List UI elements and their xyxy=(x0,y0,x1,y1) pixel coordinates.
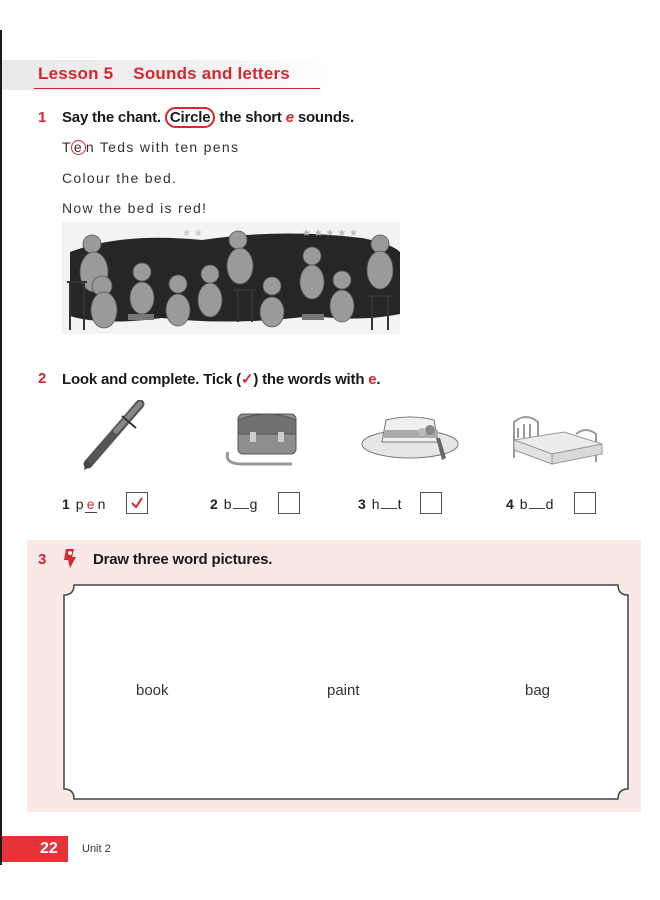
letter: p xyxy=(75,496,84,512)
letter: h xyxy=(371,496,380,512)
exercise-2-instruction xyxy=(62,370,380,388)
draw-word-book: book xyxy=(136,682,169,699)
answer-blank[interactable]: e xyxy=(85,496,97,513)
tick-box-4[interactable] xyxy=(574,492,596,514)
checkmark-icon xyxy=(129,495,145,511)
page-number: 22 xyxy=(40,840,58,857)
instruction-text: the short xyxy=(219,109,282,126)
item-number: 1 xyxy=(62,496,70,512)
lesson-underline xyxy=(34,88,320,89)
svg-text:★ ★ ★ ★ ★: ★ ★ ★ ★ ★ xyxy=(302,228,358,239)
chant-text: n Teds with ten pens xyxy=(85,139,240,155)
chant-line-1 xyxy=(62,139,239,155)
exercise-2-number: 2 xyxy=(38,370,47,387)
instruction-text: ) the words with xyxy=(253,371,365,388)
word-item-3 xyxy=(358,496,401,512)
answer-blank[interactable] xyxy=(529,508,545,509)
item-number: 2 xyxy=(210,496,218,512)
chant-line-2: Colour the bed. xyxy=(62,170,178,186)
instruction-letter: e xyxy=(368,371,377,388)
hat-icon xyxy=(360,412,464,464)
instruction-text: Look and complete. Tick ( xyxy=(62,371,241,388)
pencil-character-icon xyxy=(62,547,80,569)
exercise-3-instruction: Draw three word pictures. xyxy=(93,551,273,568)
page-edge xyxy=(0,30,2,865)
instruction-text: sounds. xyxy=(297,109,354,126)
draw-word-bag: bag xyxy=(525,682,551,699)
item-number: 4 xyxy=(506,496,514,512)
lesson-title xyxy=(38,64,290,84)
letter: g xyxy=(249,496,258,512)
svg-text:★ ★: ★ ★ xyxy=(182,228,203,239)
exercise-1-instruction xyxy=(62,109,354,126)
chant-text: T xyxy=(62,139,72,155)
circled-letter[interactable]: e xyxy=(71,140,86,155)
answer-blank[interactable] xyxy=(381,508,397,509)
letter: b xyxy=(519,496,528,512)
item-number: 3 xyxy=(358,496,366,512)
unit-label: Unit 2 xyxy=(82,843,111,855)
letter: b xyxy=(223,496,232,512)
teds-illustration xyxy=(62,222,400,334)
tick-box-3[interactable] xyxy=(420,492,442,514)
word-item-2 xyxy=(210,496,257,512)
letter: t xyxy=(397,496,402,512)
chant-line-3: Now the bed is red! xyxy=(62,200,208,216)
lesson-number: Lesson 5 xyxy=(38,64,114,83)
word-item-4 xyxy=(506,496,553,512)
tick-box-1[interactable] xyxy=(126,492,148,514)
tick-icon: ✓ xyxy=(240,371,254,388)
word-item-1 xyxy=(62,496,105,513)
letter: d xyxy=(545,496,554,512)
letter: n xyxy=(97,496,106,512)
tick-box-2[interactable] xyxy=(278,492,300,514)
lesson-name: Sounds and letters xyxy=(133,64,290,83)
footer-band xyxy=(2,836,68,862)
exercise-1-number: 1 xyxy=(38,109,47,126)
instruction-text: . xyxy=(376,371,381,388)
instruction-letter: e xyxy=(285,109,294,126)
draw-word-paint: paint xyxy=(327,682,360,699)
bag-icon xyxy=(222,404,306,468)
bed-icon xyxy=(506,408,606,468)
exercise-3-number: 3 xyxy=(38,551,47,568)
pen-icon xyxy=(78,400,148,472)
instruction-text: Say the chant. xyxy=(62,109,161,126)
circle-word: Circle xyxy=(165,107,216,128)
answer-blank[interactable] xyxy=(233,508,249,509)
